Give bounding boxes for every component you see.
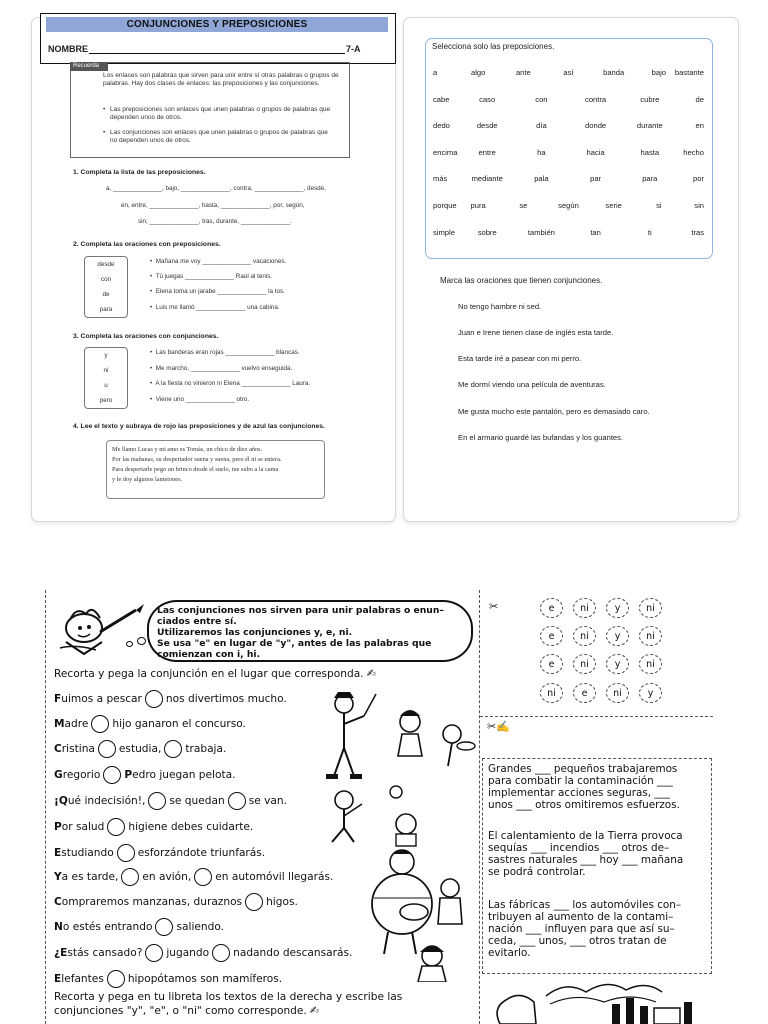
exercise-3-sentence: • Las banderas eran rojas ______________ blancas. <box>150 349 300 356</box>
sentence-row: E lefantes hipopótamos son mamíferos. <box>54 970 282 988</box>
speech-line: Se usa "e" en lugar de "y", antes de las palabras que <box>157 638 432 649</box>
cut-chip-row <box>540 626 662 646</box>
word-option: y <box>104 352 108 359</box>
cut-chip[interactable]: ni <box>639 654 662 674</box>
recuerda-bullet-preposiciones: • Las preposiciones son enlaces que unen palabras o grupos de palabras que dependen unos de otros. <box>110 106 335 122</box>
preposition-option[interactable]: algo <box>470 68 486 77</box>
word-option: desde <box>97 261 115 268</box>
preposition-option[interactable]: de <box>695 94 704 104</box>
sentence-row: ¡Q ué indecisión!, se quedan se van. <box>54 792 287 810</box>
blank-circle[interactable] <box>91 715 109 733</box>
preposition-option[interactable]: bastante <box>674 68 704 77</box>
exercise-1-line: en, entre, ______________, hasta, ______________, por, según, <box>121 202 305 209</box>
blank-circle[interactable] <box>107 818 125 836</box>
left-cut-line <box>45 590 46 1024</box>
blank-circle[interactable] <box>212 944 230 962</box>
preposition-option[interactable]: ti <box>647 227 652 237</box>
exercise-2-title: 2. Completa las oraciones con preposiciones. <box>73 241 221 248</box>
instruction-text: Recorta y pega la conjunción en el lugar que corresponda. <box>54 667 364 680</box>
blank-circle[interactable] <box>98 740 116 758</box>
speech-line: comienzan con i, hi. <box>157 649 261 660</box>
preposition-option[interactable]: más <box>433 174 448 184</box>
exercise-3-sentence: • A la fiesta no vinieron ni Elena ______________ Laura. <box>150 380 311 387</box>
speech-tail-dot <box>137 637 146 645</box>
sentence-row: C ristina estudia, trabaja. <box>54 740 226 758</box>
preposition-option[interactable]: en <box>695 121 704 131</box>
pencil-icon: ✍ <box>366 667 376 680</box>
exercise-1-line: a, ______________, bajo, ______________, contra, ______________, desde, <box>106 185 326 192</box>
recuerda-bullet-conjunciones: • Las conjunciones son enlaces que unen palabras o grupos de palabras que no dependen unos de otros. <box>110 129 335 145</box>
kids-running-drawing <box>320 780 420 850</box>
instruction-cut-paste <box>54 667 376 680</box>
cut-chip[interactable]: e <box>540 598 563 618</box>
preposition-option[interactable]: hecho <box>683 147 704 157</box>
word-option: con <box>100 276 112 283</box>
exercise-2-sentence: • Elena toma un jarabe ______________ la tos. <box>150 288 285 295</box>
children-playing-drawing <box>388 704 478 774</box>
cut-chip[interactable]: e <box>573 683 596 703</box>
preposition-option[interactable]: ha <box>537 147 546 157</box>
title-bar <box>46 17 388 32</box>
preposition-option[interactable]: hasta <box>640 147 660 157</box>
scissors-icon: ✂ <box>489 601 499 613</box>
sentence-row: G regorio P edro juegan pelota. <box>54 766 235 784</box>
speech-line: ciados entre sí. <box>157 616 237 627</box>
name-row <box>48 40 368 54</box>
instruction-notebook-line2: conjunciones "y", "e", o "ni" como corresponde. ✍ <box>54 1004 319 1017</box>
preposition-option[interactable]: dedo <box>433 121 450 131</box>
preposition-option[interactable]: pura <box>470 201 486 210</box>
cut-chip[interactable]: ni <box>573 626 596 646</box>
cut-chip[interactable]: y <box>606 654 629 674</box>
preposition-selection-title: Selecciona solo las preposiciones. <box>432 42 555 51</box>
speech-tail-dot <box>126 641 133 647</box>
reading-text[interactable] <box>112 445 322 485</box>
speech-line: Las conjunciones nos sirven para unir palabras o enun– <box>157 605 444 616</box>
blank-circle[interactable] <box>148 792 166 810</box>
exercise-2-sentence: • Mañana me voy ______________ vacaciones. <box>150 258 287 265</box>
recuerda-tab: Recuerda <box>70 62 108 71</box>
paragraph-1[interactable]: Grandes ___ pequeños trabajaremos para combatir la contaminación ___ implementar acciones seguras, ___ unos ___ otros omitiremos esfuerzos. <box>488 763 680 811</box>
exercise-1-line: sin, ______________, tras, durante, ______________. <box>138 218 292 225</box>
reading-line: y le doy algunos lametones. <box>112 476 183 483</box>
cut-chip[interactable]: ni <box>573 598 596 618</box>
cut-chip[interactable]: e <box>540 654 563 674</box>
blank-circle[interactable] <box>164 740 182 758</box>
preposition-option[interactable]: porque <box>433 201 457 210</box>
exercise-3-title: 3. Completa las oraciones con conjunciones. <box>73 333 219 340</box>
preposition-option[interactable]: a <box>433 68 438 77</box>
word-option: ni <box>103 367 109 374</box>
blank-circle[interactable] <box>228 792 246 810</box>
blank-circle[interactable] <box>121 868 139 886</box>
preposition-option[interactable]: par <box>590 174 602 184</box>
preposition-option[interactable]: encima <box>433 147 458 157</box>
preposition-option[interactable]: también <box>527 227 555 237</box>
girl-drawing <box>408 942 458 982</box>
preposition-option[interactable]: cubre <box>640 94 660 104</box>
preposition-option[interactable]: desde <box>476 121 498 131</box>
preposition-option[interactable]: cabe <box>433 94 450 104</box>
conjunction-word-box <box>84 347 128 409</box>
sentence-row: F uimos a pescar nos divertimos mucho. <box>54 690 287 708</box>
blank-circle[interactable] <box>117 844 135 862</box>
preposition-option[interactable]: día <box>536 121 547 131</box>
exercise-2-sentence: • Tú juegas ______________ Raúl al tenis. <box>150 273 273 280</box>
preposition-option[interactable]: tan <box>590 227 601 237</box>
preposition-option[interactable]: si <box>656 201 662 210</box>
exercise-1-title: 1. Completa la lista de las preposiciones. <box>73 169 206 176</box>
preposition-option[interactable]: hacia <box>586 147 605 157</box>
cut-chip-row <box>540 654 662 674</box>
preposition-option[interactable]: bajo <box>651 68 667 77</box>
cut-chip[interactable]: ni <box>573 654 596 674</box>
preposition-option[interactable]: sobre <box>477 227 497 237</box>
preposition-option[interactable]: caso <box>479 94 496 104</box>
worksheet-title: CONJUNCIONES Y PREPOSICIONES <box>126 19 308 30</box>
preposition-option[interactable]: para <box>642 174 658 184</box>
preposition-option[interactable]: pala <box>534 174 549 184</box>
reading-line: Para despertarle pego un brinco desde el suelo, me subo a la cama <box>112 466 279 473</box>
sentence-row: P or salud higiene debes cuidarte. <box>54 818 253 836</box>
conjunction-sentence[interactable]: Juan e Irene tienen clase de inglés esta tarde. <box>458 328 614 337</box>
preposition-option[interactable]: serie <box>605 201 622 210</box>
exercise-3-sentence: • Me marcho, ______________ vuelvo enseguida. <box>150 365 293 372</box>
blank-circle[interactable] <box>194 868 212 886</box>
cut-chip[interactable]: ni <box>639 626 662 646</box>
blank-circle[interactable] <box>103 766 121 784</box>
middle-cut-line <box>479 590 480 1024</box>
word-option: para <box>99 306 113 313</box>
sentence-row: N o estés entrando saliendo. <box>54 918 224 936</box>
sentence-row: M adre hijo ganaron el concurso. <box>54 715 246 733</box>
pencil-icon: ✍ <box>309 1004 319 1017</box>
scissors-pencil-icon: ✂✍ <box>487 721 510 733</box>
instruction-notebook: Recorta y pega en tu libreta los textos de la derecha y escribe las <box>54 991 403 1003</box>
preposition-word-box <box>84 256 128 318</box>
grade-label: 7-A <box>346 44 361 54</box>
word-option: pero <box>99 397 113 404</box>
word-option: u <box>104 382 108 389</box>
preposition-option[interactable]: según <box>558 201 579 210</box>
preposition-option[interactable]: tras <box>691 227 704 237</box>
cut-chip[interactable]: ni <box>639 598 662 618</box>
sentence-row: C ompraremos manzanas, duraznos higos. <box>54 893 298 911</box>
sentence-row: E studiando esforzándote triunfarás. <box>54 844 265 862</box>
blank-circle[interactable] <box>155 918 173 936</box>
cut-chip[interactable]: y <box>606 598 629 618</box>
preposition-option[interactable]: ante <box>515 68 531 77</box>
preposition-option[interactable]: mediante <box>471 174 503 184</box>
blank-circle[interactable] <box>145 690 163 708</box>
exercise-4-title: 4. Lee el texto y subraya de rojo las preposiciones y de azul las conjunciones. <box>73 423 325 430</box>
blank-circle[interactable] <box>145 944 163 962</box>
conjunction-sentence[interactable]: No tengo hambre ni sed. <box>458 302 542 311</box>
speech-line: Utilizaremos las conjunciones y, e, ni. <box>157 627 353 638</box>
exercise-2-sentence: • Luis me llamó ______________ una cabina. <box>150 304 280 311</box>
word-option: de <box>102 291 110 298</box>
conjunction-sentence[interactable]: En el armario guardé las bufandas y los guantes. <box>458 433 624 442</box>
preposition-option[interactable]: así <box>563 68 574 77</box>
conjunction-selection-title: Marca las oraciones que tienen conjunciones. <box>440 276 603 285</box>
cut-chip[interactable]: y <box>606 626 629 646</box>
paragraph-2[interactable]: El calentamiento de la Tierra provoca sequías ___ incendios ___ otros de– sastres naturales ___ hoy ___ mañana se podrá controlar. <box>488 830 684 878</box>
preposition-option[interactable]: banda <box>603 68 625 77</box>
name-label: NOMBRE <box>48 44 88 54</box>
cut-chip[interactable]: e <box>540 626 563 646</box>
boy-with-pencil-drawing <box>56 598 148 658</box>
preposition-option[interactable]: contra <box>585 94 607 104</box>
fisherman-drawing <box>318 690 378 782</box>
preposition-option[interactable]: entre <box>478 147 496 157</box>
preposition-option[interactable]: sin <box>694 201 704 210</box>
preposition-option[interactable]: simple <box>433 227 455 237</box>
name-line[interactable] <box>89 44 345 54</box>
preposition-option[interactable]: se <box>519 201 528 210</box>
preposition-option[interactable]: durante <box>636 121 663 131</box>
cut-chip[interactable]: ni <box>606 683 629 703</box>
reading-line: Por las mañanas, su despertador suena y suena, pero él ni se entera. <box>112 456 282 463</box>
preposition-option[interactable]: por <box>693 174 704 184</box>
sentence-row: Y a es tarde, en avión, en automóvil llegarás. <box>54 868 333 886</box>
reading-line: Me llamo Lucas y mi amo es Tomás, un chico de diez años. <box>112 446 263 453</box>
speech-bubble-text <box>157 605 469 660</box>
recuerda-intro: Los enlaces son palabras que sirven para unir entre sí otras palabras o grupos de palabras. Hay dos clases de enlaces: las preposiciones y las conjunciones. <box>103 72 339 87</box>
cut-chip-row <box>540 598 662 618</box>
exercise-3-sentence: • Viene uno ______________ otro. <box>150 396 250 403</box>
preposition-option[interactable]: donde <box>585 121 607 131</box>
preposition-option[interactable]: con <box>535 94 548 104</box>
conjunction-sentence[interactable]: Esta tarde iré a pasear con mi perro. <box>458 354 582 363</box>
conjunction-sentence[interactable]: Me gusta mucho este pantalón, pero es demasiado caro. <box>458 407 650 416</box>
paragraph-3[interactable]: Las fábricas ___ los automóviles con– tribuyen al aumento de la contami– nación ___ influyen para que así su– ceda, ___ unos, ___ otros tratan de evitarlo. <box>488 899 682 959</box>
blank-circle[interactable] <box>245 893 263 911</box>
cut-chip[interactable]: ni <box>540 683 563 703</box>
sentence-row: ¿E stás cansado? jugando nadando descansarás. <box>54 944 352 962</box>
cut-chip-row <box>540 683 662 703</box>
blank-circle[interactable] <box>107 970 125 988</box>
factory-pollution-drawing <box>486 978 712 1024</box>
horizontal-cut-line <box>480 716 713 717</box>
cut-chip[interactable]: y <box>639 683 662 703</box>
conjunction-sentence[interactable]: Me dormí viendo una película de aventuras. <box>458 380 606 389</box>
